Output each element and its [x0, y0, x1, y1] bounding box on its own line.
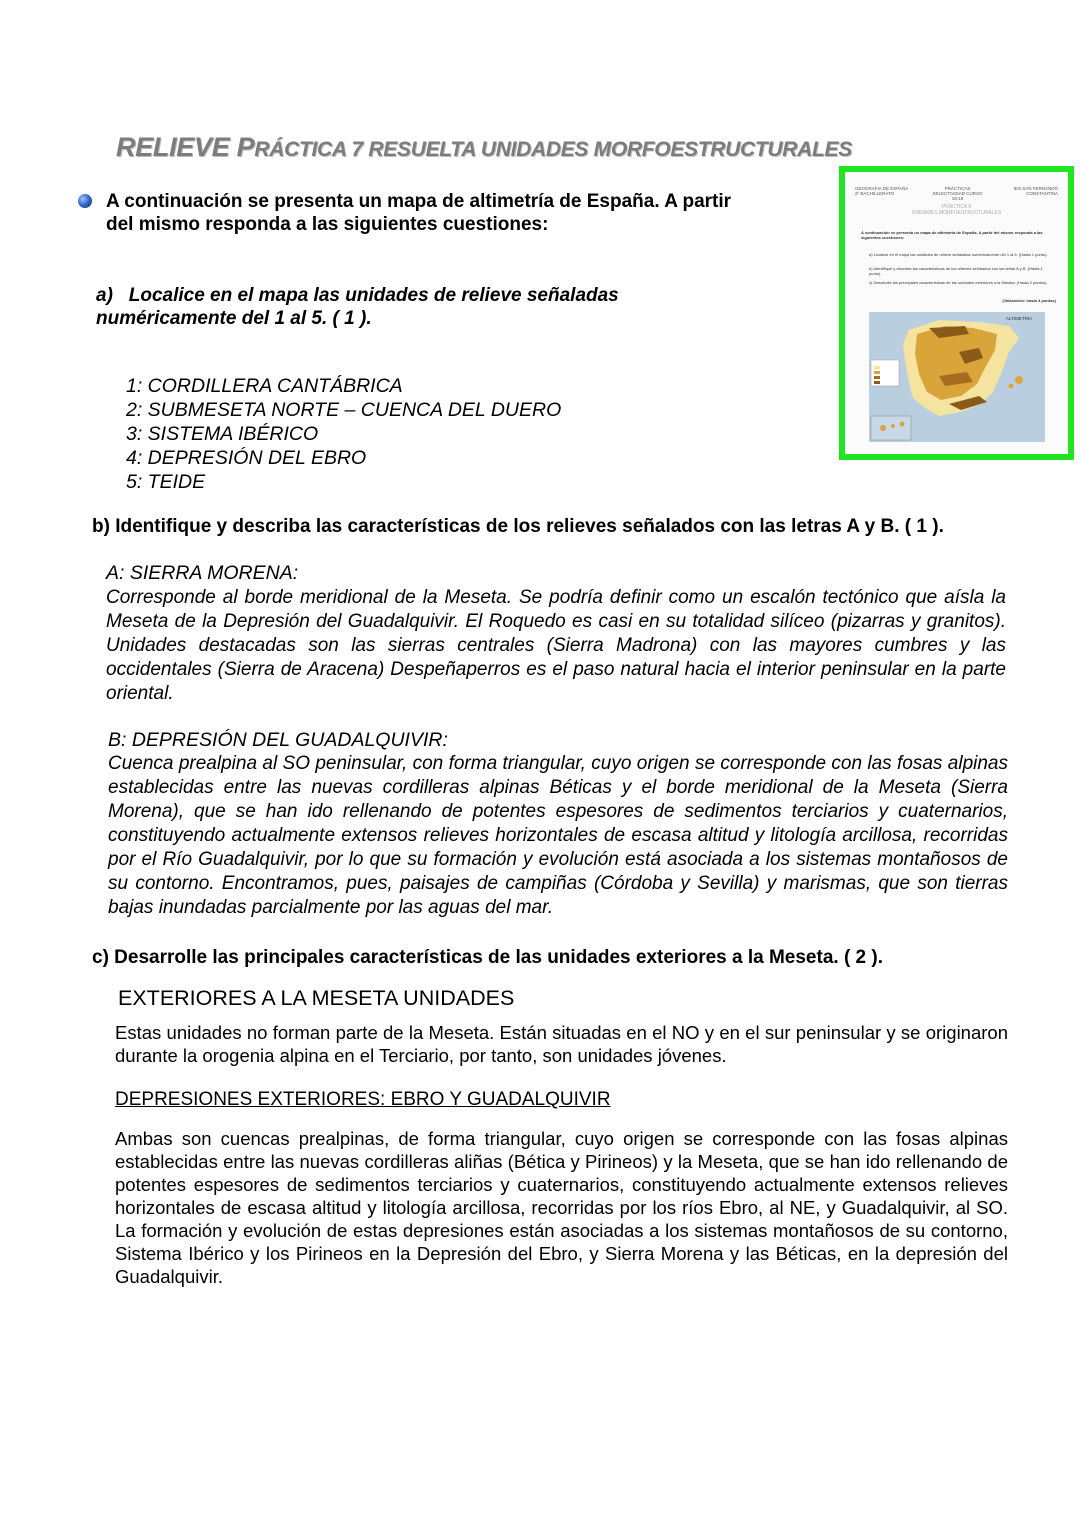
answer-b-b-heading: B: DEPRESIÓN DEL GUADALQUIVIR: [108, 729, 448, 751]
list-item: 1: CORDILLERA CANTÁBRICA [126, 375, 403, 397]
exercise-thumbnail[interactable]: GEOGRAFÍA DE ESPAÑA 2º BACHILLERATO PRÁCTICAS SELECTIVIDAD CURSO 18-19 IES SAN FERNANDO CONSTANTINA PRÁCTICA 9 UNIDADES MORFOESTRUCTURALES A continuación se presenta un mapa de altimetría de España. A partir del mismo responda a las siguientes cuestiones: a) Localice en el mapa las unidades de relieve señaladas numéricamente del 1 al 5. (Hasta 1 punto). b) Identifique y describa las características de los relieves señalados con las letras A y B. (Hasta 1 punto). c) Desarrolle las principales características de las unidades exteriores a la Meseta. (Hasta 2 puntos). (Valoración: hasta 4 puntos) ALTIMETRÍA [839, 166, 1074, 460]
list-item: 3: SISTEMA IBÉRICO [126, 423, 319, 445]
thumbnail-question-a: a) Localice en el mapa las unidades de relieve señaladas numéricamente del 1 al 5. (Hasta 1 punto). [869, 252, 1048, 257]
thumbnail-score: (Valoración: hasta 4 puntos) [1002, 298, 1056, 303]
list-item: 5: TEIDE [126, 471, 206, 493]
question-a: a) Localice en el mapa las unidades de relieve señaladas numéricamente del 1 al 5. ( 1 ). [96, 285, 619, 329]
answer-c-intro: Estas unidades no forman parte de la Meseta. Están situadas en el NO y en el sur peninsular y se originaron durante la orogenia alpina en el Terciario, por tanto, son unidades jóvenes. [115, 1022, 1008, 1066]
thumbnail-subtitle: PRÁCTICA 9 UNIDADES MORFOESTRUCTURALES [911, 204, 1002, 216]
answer-b-a-heading: A: SIERRA MORENA: [106, 562, 299, 584]
canary-island [891, 424, 895, 428]
answer-b-a-text: Corresponde al borde meridional de la Meseta. Se podría definir como un escalón tectónico que aísla la Meseta de la Depresión del Guadalquivir. El Roquedo es casi en su totalidad silíceo (pizarras y granitos). Unidades destacadas son las sierras centrales (Sierra Madrona) con las mayores cumbres y las occidentales (Sierra de Aracena) Despeñaperros es el paso natural hacia el interior peninsular en la parte oriental. [106, 587, 1006, 704]
thumbnail-question-c: c) Desarrolle las principales características de las unidades exteriores a la Meseta. (Hasta 2 puntos). [869, 280, 1048, 285]
intro-text: A continuación se presenta un mapa de altimetría de España. A partir del mismo responda a las siguientes cuestiones: [106, 191, 732, 235]
answer-b-b-text: Cuenca prealpina al SO peninsular, con forma triangular, cuyo origen se corresponde con las fosas alpinas establecidas entre las nuevas cordilleras alpinas Béticas y el borde meridional de la Meseta (Sierra Morena), que se han ido rellenando de potentes espesores de sedimentos terciarios y cuaternarios, constituyendo actualmente extensos relieves horizontales de escasa altitud y litología arcillosa, recorridas por el Río Guadalquivir, por lo que su formación y evolución está asociada a los sistemas montañosos de su contorno. Encontramos, pues, paisajes de campiñas (Córdoba y Sevilla) y marismas, que son tierras bajas inundadas parcialmente por las aguas del mar. [108, 753, 1008, 918]
page-title: RELIEVE PRÁCTICA 7 RESUELTA UNIDADES MORFOESTRUCTURALES [116, 132, 852, 162]
answer-c-heading: EXTERIORES A LA MESETA UNIDADES [118, 986, 515, 1010]
balearic-islands-small [1009, 384, 1014, 389]
bullet-icon [78, 194, 92, 208]
question-c: c) Desarrolle las principales características de las unidades exteriores a la Meseta. ( 2 ). [92, 947, 884, 968]
thumbnail-question-b: b) Identifique y describa las características de los relieves señalados con las letras A y B. (Hasta 1 punto). [869, 266, 1043, 276]
answer-c-subheading: DEPRESIONES EXTERIORES: EBRO Y GUADALQUIVIR [115, 1089, 611, 1110]
spain-altimetry-map [869, 312, 1045, 442]
canary-inset [871, 416, 911, 440]
answers-a-list [126, 374, 561, 494]
map-label: ALTIMETRÍA [1005, 316, 1033, 321]
list-item: 4: DEPRESIÓN DEL EBRO [126, 447, 367, 469]
answer-c-text: Ambas son cuencas prealpinas, de forma triangular, cuyo origen se corresponde con las fosas alpinas establecidas entre las nuevas cordilleras aliñas (Bética y Pirineos) y la Meseta, que se han ido rellenando de potentes espesores de sedimentos terciarios y cuaternarios, constituyendo actualmente extensos relieves horizontales de escasa altitud y litología arcillosa, recorridas por los ríos Ebro, al NE, y Guadalquivir, al SO. La formación y evolución de estas depresiones están asociadas a los sistemas montañosos de su contorno, Sistema Ibérico y los Pirineos en la Depresión del Ebro, y Sierra Morena y las Béticas, en la depresión del Guadalquivir. [115, 1128, 1008, 1287]
canary-island [880, 425, 886, 431]
thumbnail-intro: A continuación se presenta un mapa de altimetría de España. A partir del mismo responda a las siguientes cuestiones: [861, 230, 1043, 240]
balearic-islands [1015, 376, 1023, 384]
list-item: 2: SUBMESETA NORTE – CUENCA DEL DUERO [126, 399, 562, 421]
canary-island [900, 422, 905, 427]
question-b: b) Identifique y describa las características de los relieves señalados con las letras A y B. ( 1 ). [92, 516, 944, 537]
